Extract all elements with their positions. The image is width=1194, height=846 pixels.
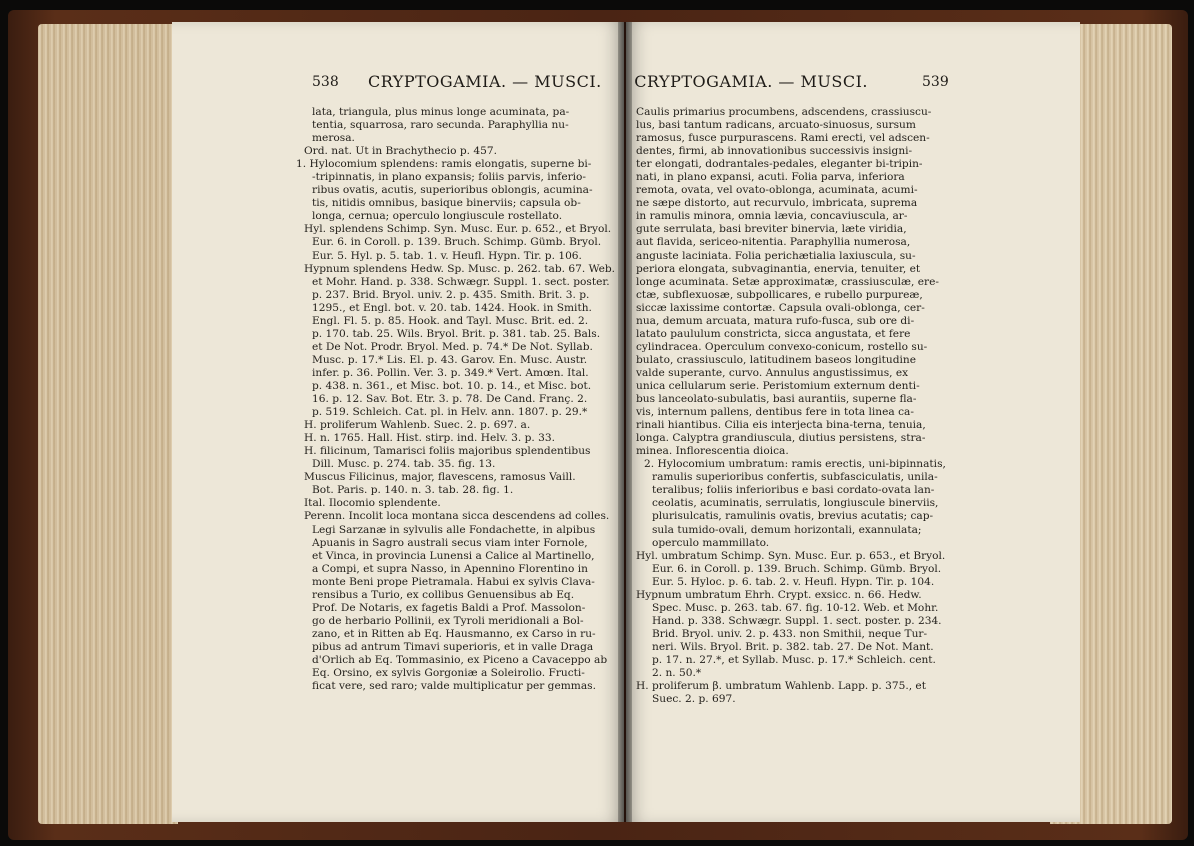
text-line: cylindracea. Operculum convexo-conicum, rostello su-	[636, 340, 928, 353]
page-edges-left	[38, 24, 178, 824]
text-line: 2. Hylocomium umbratum: ramis erectis, uni-bipinnatis,	[644, 458, 946, 471]
text-line: Perenn. Incolit loca montana sicca descendens ad colles.	[304, 510, 610, 523]
text-line: p. 438. n. 361., et Misc. bot. 10. p. 14., et Misc. bot.	[312, 379, 592, 392]
text-line: nati, in plano expansi, acuti. Folia parva, inferiora	[636, 171, 905, 184]
text-line: H. proliferum β. umbratum Wahlenb. Lapp. p. 375., et	[636, 680, 926, 693]
text-line: Apuanis in Sagro australi secus viam inter Fornole,	[312, 536, 588, 549]
text-line: ribus ovatis, acutis, superioribus oblongis, acumina-	[312, 184, 593, 197]
text-line: Suec. 2. p. 697.	[652, 693, 736, 706]
text-line: periora elongata, subvaginantia, enervia, tenuiter, et	[636, 262, 921, 275]
running-title: CRYPTOGAMIA. — MUSCI.	[368, 72, 602, 91]
text-line: d'Orlich ab Eq. Tommasinio, ex Piceno a Cavaceppo ab	[312, 653, 608, 666]
text-line: unica cellularum serie. Peristomium externum denti-	[636, 379, 920, 392]
text-line: -tripinnatis, in plano expansis; foliis parvis, inferio-	[312, 171, 587, 184]
text-line: p. 237. Brid. Bryol. univ. 2. p. 435. Smith. Brit. 3. p.	[312, 288, 590, 301]
text-line: Muscus Filicinus, major, flavescens, ramosus Vaill.	[304, 471, 576, 484]
text-line: longa. Calyptra grandiuscula, diutius persistens, stra-	[636, 432, 926, 445]
text-line: Dill. Musc. p. 274. tab. 35. fig. 13.	[312, 458, 496, 471]
text-line: plurisulcatis, ramulinis ovatis, brevius acutatis; cap-	[652, 510, 934, 523]
text-line: monte Beni prope Pietramala. Habui ex sylvis Clava-	[312, 575, 595, 588]
text-line: neri. Wils. Bryol. Brit. p. 382. tab. 27. De Not. Mant.	[652, 640, 934, 653]
left-page	[172, 22, 624, 822]
text-line: Hand. p. 338. Schwægr. Suppl. 1. sect. poster. p. 234.	[652, 614, 942, 627]
text-line: Eur. 5. Hyl. p. 5. tab. 1. v. Heufl. Hypn. Tir. p. 106.	[312, 249, 582, 262]
text-line: Ital. Ilocomio splendente.	[304, 497, 441, 510]
text-line: lus, basi tantum radicans, arcuato-sinuosus, sursum	[636, 119, 916, 132]
text-line: bulato, crassiusculo, latitudinem baseos longitudine	[636, 353, 916, 366]
text-line: Ord. nat. Ut in Brachythecio p. 457.	[304, 145, 497, 158]
text-line: Brid. Bryol. univ. 2. p. 433. non Smithii, neque Tur-	[652, 627, 928, 640]
text-line: zano, et in Ritten ab Eq. Hausmanno, ex Carso in ru-	[312, 627, 596, 640]
text-line: et Vinca, in provincia Lunensi a Calice al Martinello,	[312, 549, 595, 562]
text-line: Musc. p. 17.* Lis. El. p. 43. Garov. En. Musc. Austr.	[312, 353, 588, 366]
text-line: siccæ laxissime contortæ. Capsula ovali-oblonga, cer-	[636, 301, 925, 314]
text-line: et De Not. Prodr. Bryol. Med. p. 74.* De Not. Syllab.	[312, 340, 593, 353]
text-line: rensibus a Turio, ex collibus Genuensibus ab Eq.	[312, 588, 575, 601]
text-line: ter elongati, dodrantales-pedales, eleganter bi-tripin-	[636, 158, 923, 171]
text-line: Spec. Musc. p. 263. tab. 67. fig. 10-12. Web. et Mohr.	[652, 601, 939, 614]
text-line: Eq. Orsino, ex sylvis Gorgoniæ a Soleirolio. Fructi-	[312, 667, 585, 680]
text-line: p. 17. n. 27.*, et Syllab. Musc. p. 17.* Schleich. cent.	[652, 653, 936, 666]
running-title: CRYPTOGAMIA. — MUSCI.	[634, 72, 868, 91]
text-line: go de herbario Pollinii, ex Tyroli meridionali a Bol-	[312, 614, 584, 627]
text-line: Legi Sarzanæ in sylvulis alle Fondachette, in alpibus	[312, 523, 596, 536]
text-line: H. n. 1765. Hall. Hist. stirp. ind. Helv. 3. p. 33.	[304, 432, 555, 445]
text-line: Eur. 6. in Coroll. p. 139. Bruch. Schimp. Gümb. Bryol.	[652, 562, 942, 575]
text-line: gute serrulata, basi breviter binervia, læte viridia,	[636, 223, 907, 236]
text-line: infer. p. 36. Pollin. Ver. 3. p. 349.* Vert. Amœn. Ital.	[312, 366, 589, 379]
text-line: dentes, firmi, ab innovationibus successivis insigni-	[636, 145, 913, 158]
text-line: lata, triangula, plus minus longe acuminata, pa-	[312, 106, 570, 118]
text-line: tis, nitidis omnibus, basique binerviis; capsula ob-	[312, 197, 581, 210]
page-number: 539	[922, 74, 949, 90]
text-line: 2. n. 50.*	[652, 667, 702, 680]
text-line: Bot. Paris. p. 140. n. 3. tab. 28. fig. 1.	[312, 484, 514, 497]
text-line: longa, cernua; operculo longiuscule rostellato.	[312, 210, 563, 223]
text-line: H. filicinum, Tamarisci foliis majoribus splendentibus	[304, 445, 591, 458]
text-line: Eur. 6. in Coroll. p. 139. Bruch. Schimp. Gümb. Bryol.	[312, 236, 602, 249]
text-line: 1295., et Engl. bot. v. 20. tab. 1424. Hook. in Smith.	[312, 301, 592, 314]
text-line: pibus ad antrum Timavi superioris, et in valle Draga	[312, 640, 594, 653]
text-line: remota, ovata, vel ovato-oblonga, acuminata, acumi-	[636, 184, 918, 197]
text-line: nua, demum arcuata, matura rufo-fusca, sub ore di-	[636, 314, 915, 327]
text-line: Hyl. umbratum Schimp. Syn. Musc. Eur. p. 653., et Bryol.	[636, 549, 946, 562]
text-line: p. 170. tab. 25. Wils. Bryol. Brit. p. 381. tab. 25. Bals.	[312, 327, 601, 340]
text-line: bus lanceolato-subulatis, basi aurantiis, superne fla-	[636, 393, 917, 406]
text-line: Caulis primarius procumbens, adscendens, crassiuscu-	[636, 106, 932, 118]
text-line: longe acuminata. Setæ approximatæ, crassiusculæ, ere-	[636, 275, 939, 288]
page-number: 538	[312, 74, 339, 90]
text-line: ne sæpe distorto, aut recurvulo, imbricata, suprema	[636, 197, 918, 210]
text-line: Eur. 5. Hyloc. p. 6. tab. 2. v. Heufl. Hypn. Tir. p. 104.	[652, 575, 935, 588]
text-line: latato paululum constricta, sicca angustata, et fere	[636, 327, 911, 340]
text-line: p. 519. Schleich. Cat. pl. in Helv. ann. 1807. p. 29.*	[312, 406, 588, 419]
text-line: vis, internum pallens, dentibus fere in tota linea ca-	[636, 406, 914, 419]
text-line: ramulis superioribus confertis, subfasciculatis, unila-	[652, 471, 938, 484]
text-line: sula tumido-ovali, demum horizontali, exannulata;	[652, 523, 922, 536]
text-line: teralibus; foliis inferioribus e basi cordato-ovata lan-	[652, 484, 935, 497]
text-line: Prof. De Notaris, ex fagetis Baldi a Prof. Massolon-	[312, 601, 586, 614]
text-line: merosa.	[312, 132, 355, 145]
text-line: a Compi, et supra Nasso, in Apennino Florentino in	[312, 562, 588, 575]
text-line: aut flavida, sericeo-nitentia. Paraphyllia numerosa,	[636, 236, 911, 249]
text-line: H. proliferum Wahlenb. Suec. 2. p. 697. a.	[304, 419, 531, 432]
text-line: minea. Inflorescentia dioica.	[636, 445, 789, 458]
text-line: ramosus, fusce purpurascens. Rami erecti, vel adscen-	[636, 132, 930, 145]
text-line: Hypnum splendens Hedw. Sp. Musc. p. 262. tab. 67. Web.	[304, 262, 616, 275]
text-line: 1. Hylocomium splendens: ramis elongatis, superne bi-	[296, 158, 592, 171]
text-line: ceolatis, acuminatis, serrulatis, longiuscule binerviis,	[652, 497, 939, 510]
text-line: operculo mammillato.	[652, 536, 770, 549]
text-line: valde superante, curvo. Annulus angustissimus, ex	[636, 366, 909, 379]
text-line: ficat vere, sed raro; valde multiplicatur per gemmas.	[312, 680, 596, 693]
text-line: ctæ, subflexuosæ, subpollicares, e rubello purpureæ,	[636, 288, 923, 301]
text-line: rinali hiantibus. Cilia eis interjecta bina-terna, tenuia,	[636, 419, 926, 432]
page-body	[636, 106, 992, 706]
text-line: Hyl. splendens Schimp. Syn. Musc. Eur. p. 652., et Bryol.	[304, 223, 612, 236]
text-line: 16. p. 12. Sav. Bot. Etr. 3. p. 78. De Cand. Franç. 2.	[312, 393, 588, 406]
page-body	[296, 106, 618, 693]
text-line: et Mohr. Hand. p. 338. Schwægr. Suppl. 1. sect. poster.	[312, 275, 610, 288]
book-gutter	[618, 22, 632, 822]
text-line: anguste laciniata. Folia perichætialia laxiuscula, su-	[636, 249, 916, 262]
text-line: in ramulis minora, omnia lævia, concaviuscula, ar-	[636, 210, 908, 223]
text-line: tentia, squarrosa, raro secunda. Paraphyllia nu-	[312, 119, 569, 132]
right-page	[626, 22, 1080, 822]
text-line: Engl. Fl. 5. p. 85. Hook. and Tayl. Musc. Brit. ed. 2.	[312, 314, 589, 327]
text-line: Hypnum umbratum Ehrh. Crypt. exsicc. n. 66. Hedw.	[636, 588, 922, 601]
